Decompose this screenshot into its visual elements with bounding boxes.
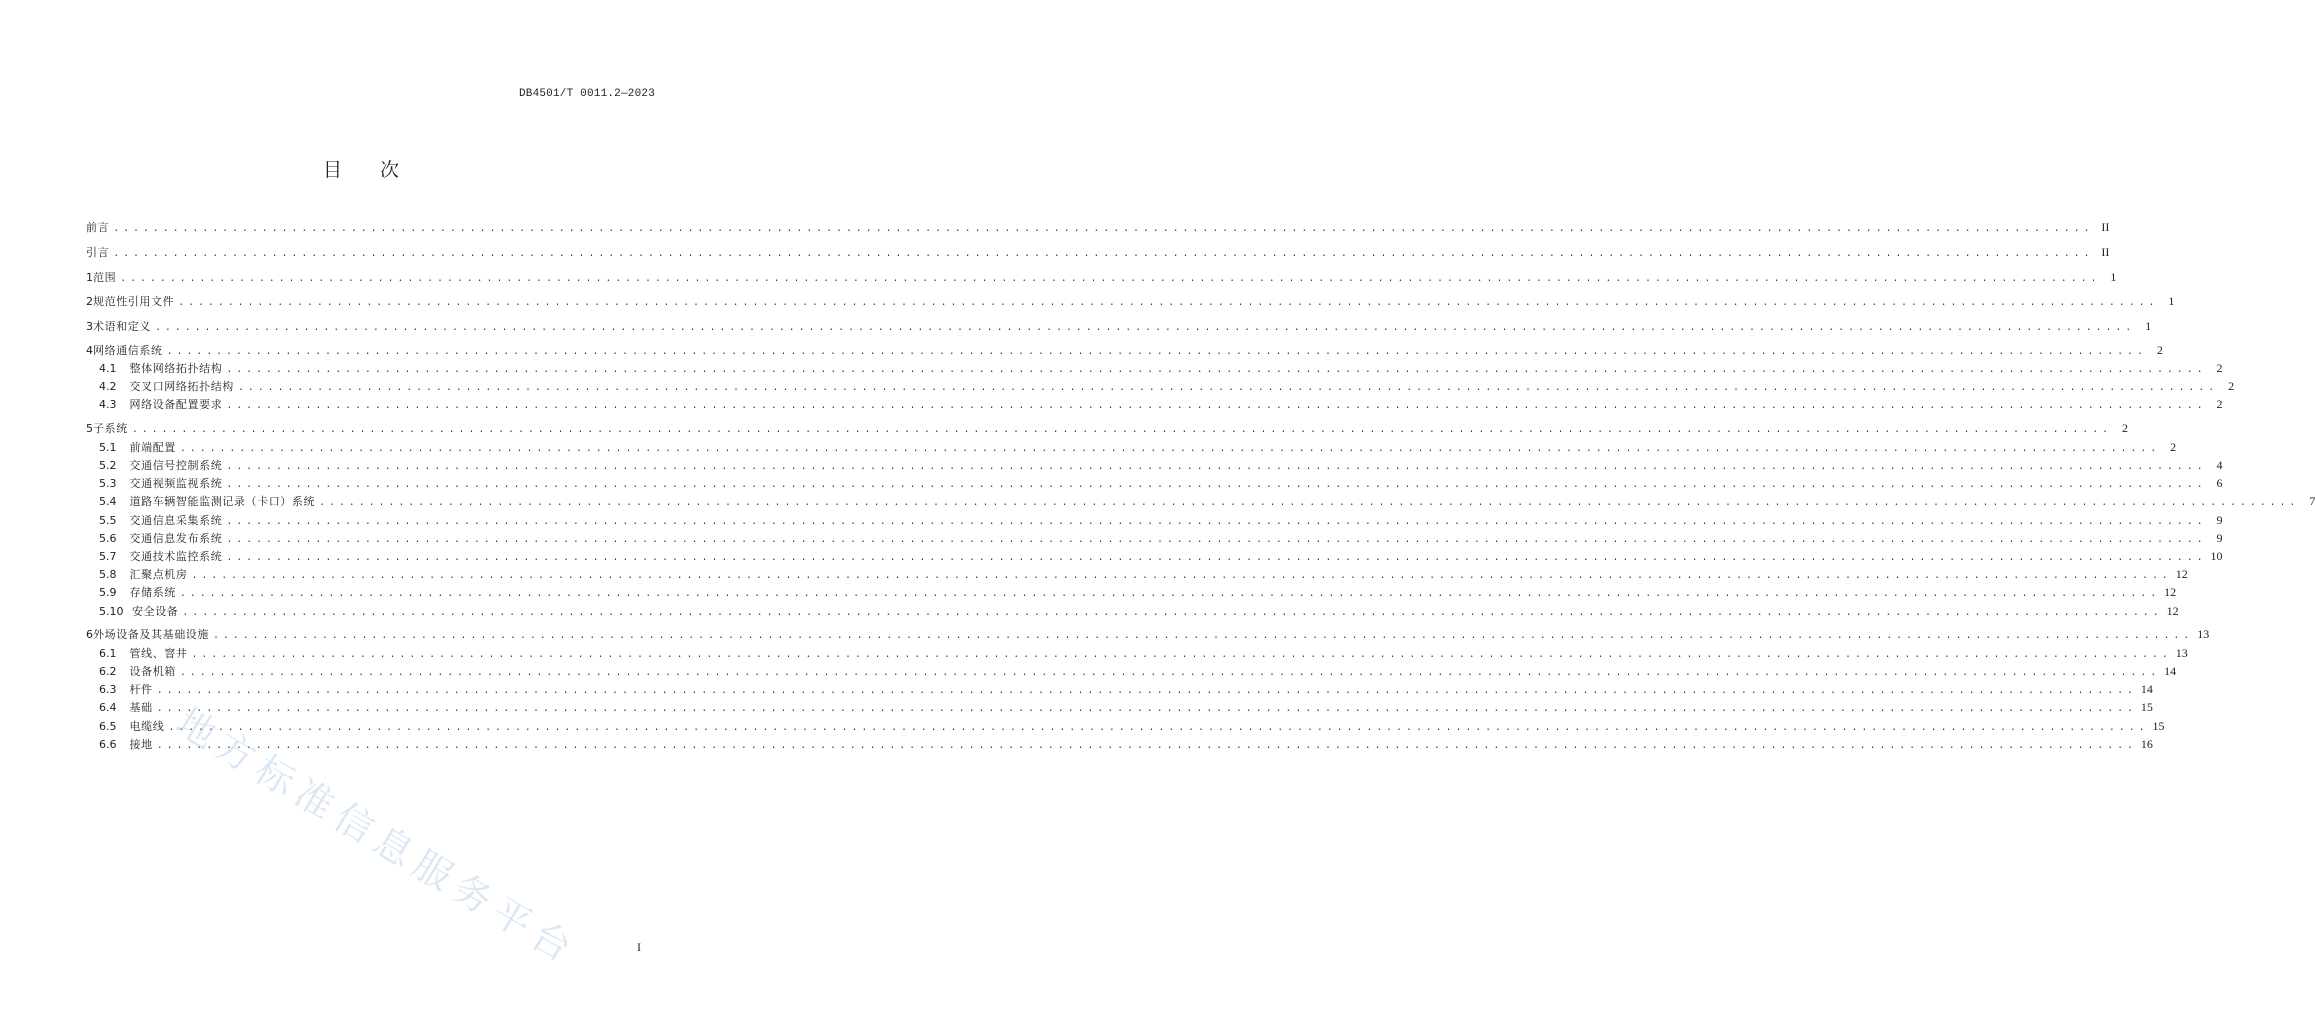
- toc-dot-leader: ........................................................................................................................................................................................................: [166, 347, 2147, 358]
- toc-entry[interactable]: [99, 736, 2153, 752]
- toc-entry[interactable]: [86, 626, 2210, 642]
- toc-entry[interactable]: [99, 530, 2223, 546]
- toc-entry-title: 范围: [93, 271, 117, 284]
- toc-entry-title: 交通视频监视系统: [129, 477, 223, 490]
- toc-entry[interactable]: [99, 603, 2179, 619]
- toc-entry-page: 10: [2210, 549, 2223, 563]
- toc-dot-leader: ........................................................................................................................................................................................................: [237, 383, 2219, 394]
- toc-entry[interactable]: [99, 512, 2223, 528]
- toc-entry-page: 2: [2170, 440, 2177, 454]
- toc-entry-title: 存储系统: [129, 586, 176, 599]
- toc-entry-page: 6: [2216, 476, 2223, 490]
- toc-dot-leader: ........................................................................................................................................................................................................: [226, 462, 2207, 473]
- toc-dot-leader: ........................................................................................................................................................................................................: [213, 631, 2194, 642]
- toc-entry-title: 管线、窨井: [129, 647, 188, 660]
- toc-entry-page: 2: [2216, 361, 2223, 375]
- toc-entry-number: 5.2: [99, 459, 117, 472]
- watermark: 地方标准信息服务平台: [168, 699, 586, 975]
- toc-entry-number: 6.2: [99, 665, 117, 678]
- toc-entry-page: II: [2101, 220, 2110, 234]
- toc-entry-title: 接地: [129, 738, 153, 751]
- toc-entry-number: 4.1: [99, 362, 117, 375]
- toc-entry-title: 汇聚点机房: [129, 568, 188, 581]
- toc-entry-number: 6.3: [99, 683, 117, 696]
- toc-entry-title: 道路车辆智能监测记录（卡口）系统: [129, 495, 316, 508]
- toc-entry-page: 13: [2175, 646, 2188, 660]
- toc-entry-number: 4: [86, 344, 93, 357]
- toc-dot-leader: ........................................................................................................................................................................................................: [226, 517, 2207, 528]
- toc-dot-leader: ........................................................................................................................................................................................................: [179, 589, 2161, 600]
- toc-entry-page: 14: [2140, 682, 2153, 696]
- toc-entry[interactable]: [99, 663, 2177, 679]
- toc-entry-number: 4.2: [99, 380, 117, 393]
- toc-entry[interactable]: [86, 342, 2163, 358]
- toc-entry[interactable]: [99, 360, 2223, 376]
- toc-dot-leader: ........................................................................................................................................................................................................: [226, 553, 2207, 564]
- toc-entry-number: 5.4: [99, 495, 117, 508]
- toc-entry-number: 5.9: [99, 586, 117, 599]
- title-char-left: 目: [322, 159, 344, 181]
- toc-entry[interactable]: [86, 318, 2152, 334]
- toc-entry-number: 3: [86, 320, 93, 333]
- toc-entry-title: 安全设备: [132, 605, 179, 618]
- toc-entry-page: 7: [2309, 494, 2315, 508]
- toc-dot-leader: ........................................................................................................................................................................................................: [182, 608, 2163, 619]
- toc-entry-number: 5.8: [99, 568, 117, 581]
- toc-entry-page: 15: [2152, 719, 2165, 733]
- toc-entry[interactable]: [99, 584, 2177, 600]
- toc-entry-page: 2: [2156, 343, 2163, 357]
- toc-entry-number: 5.5: [99, 514, 117, 527]
- toc-entry-title: 术语和定义: [93, 320, 151, 333]
- toc-dot-leader: ........................................................................................................................................................................................................: [178, 298, 2159, 309]
- toc-entry-number: 5.3: [99, 477, 117, 490]
- page-number: I: [637, 940, 641, 954]
- toc-entry[interactable]: [99, 645, 2188, 661]
- toc-entry-title: 引言: [86, 246, 110, 259]
- toc-entry-page: 1: [2145, 319, 2152, 333]
- toc-entry[interactable]: [99, 548, 2223, 564]
- toc-entry-title: 子系统: [93, 422, 128, 435]
- toc-entry-number: 5.10: [99, 605, 124, 618]
- toc-entry-number: 6.1: [99, 647, 117, 660]
- toc-entry[interactable]: [86, 293, 2175, 309]
- title-char-right: 次: [380, 159, 402, 181]
- toc-entry-page: 1: [2110, 270, 2117, 284]
- toc-entry-number: 6: [86, 628, 93, 641]
- toc-dot-leader: ........................................................................................................................................................................................................: [226, 535, 2207, 546]
- document-code: DB4501/T 0011.2—2023: [518, 88, 655, 100]
- toc-entry-number: 2: [86, 295, 93, 308]
- toc-entry[interactable]: [99, 699, 2153, 715]
- toc-entry-page: 16: [2140, 737, 2153, 751]
- toc-entry-page: 12: [2166, 604, 2179, 618]
- toc-entry-page: II: [2101, 245, 2110, 259]
- toc-dot-leader: ........................................................................................................................................................................................................: [168, 723, 2149, 734]
- toc-entry-title: 交通技术监控系统: [129, 550, 223, 563]
- toc-entry-title: 电缆线: [129, 720, 165, 733]
- toc-entry-page: 4: [2216, 458, 2223, 472]
- toc-dot-leader: ........................................................................................................................................................................................................: [226, 401, 2207, 412]
- toc-entry-title: 规范性引用文件: [93, 295, 175, 308]
- toc-entry-page: 9: [2216, 513, 2223, 527]
- toc-entry-title: 交通信号控制系统: [129, 459, 223, 472]
- toc-entry-page: 2: [2228, 379, 2235, 393]
- toc-dot-leader: ........................................................................................................................................................................................................: [156, 704, 2137, 715]
- toc-entry-number: 5.7: [99, 550, 117, 563]
- toc-entry-page: 12: [2175, 567, 2188, 581]
- toc-dot-leader: ........................................................................................................................................................................................................: [226, 365, 2207, 376]
- toc-entry-page: 15: [2140, 700, 2153, 714]
- toc-entry-page: 1: [2168, 294, 2175, 308]
- toc-entry-title: 基础: [129, 701, 153, 714]
- toc-entry[interactable]: [99, 566, 2188, 582]
- toc-entry[interactable]: [99, 396, 2223, 412]
- toc-dot-leader: ........................................................................................................................................................................................................: [155, 323, 2136, 334]
- page-title: [0, 155, 724, 182]
- toc-entry-title: 交叉口网络拓扑结构: [129, 380, 234, 393]
- toc-entry-title: 设备机箱: [129, 665, 176, 678]
- toc-entry-title: 网络设备配置要求: [129, 398, 223, 411]
- toc-entry-title: 杆件: [129, 683, 153, 696]
- toc-dot-leader: ........................................................................................................................................................................................................: [120, 274, 2101, 285]
- toc-entry[interactable]: [99, 681, 2153, 697]
- toc-entry-number: 5.6: [99, 532, 117, 545]
- toc-dot-leader: ........................................................................................................................................................................................................: [191, 650, 2172, 661]
- toc-entry[interactable]: [99, 378, 2235, 394]
- toc-entry-page: 9: [2216, 531, 2223, 545]
- toc-dot-leader: ........................................................................................................................................................................................................: [179, 668, 2161, 679]
- toc-dot-leader: ........................................................................................................................................................................................................: [113, 249, 2094, 260]
- toc-entry-title: 交通信息采集系统: [129, 514, 223, 527]
- toc-entry-page: 14: [2164, 664, 2177, 678]
- toc-dot-leader: ........................................................................................................................................................................................................: [113, 224, 2094, 235]
- toc-dot-leader: ........................................................................................................................................................................................................: [191, 571, 2172, 582]
- toc-entry[interactable]: [86, 420, 2129, 436]
- toc-entry-number: 4.3: [99, 398, 117, 411]
- toc-dot-leader: ........................................................................................................................................................................................................: [226, 480, 2207, 491]
- toc-entry-number: 6.4: [99, 701, 117, 714]
- toc-dot-leader: ........................................................................................................................................................................................................: [156, 686, 2137, 697]
- toc-entry[interactable]: [86, 219, 2110, 235]
- toc-entry-page: 13: [2197, 627, 2210, 641]
- toc-entry-page: 2: [2216, 397, 2223, 411]
- toc-entry-page: 2: [2122, 421, 2129, 435]
- toc-entry-page: 12: [2164, 585, 2177, 599]
- toc-entry[interactable]: [86, 244, 2110, 260]
- toc-dot-leader: ........................................................................................................................................................................................................: [131, 425, 2113, 436]
- toc-entry-number: 6.6: [99, 738, 117, 751]
- toc-entry[interactable]: [99, 439, 2177, 455]
- toc-entry-title: 外场设备及其基础设施: [93, 628, 209, 641]
- toc-entry-title: 前端配置: [129, 441, 176, 454]
- toc-entry[interactable]: [99, 718, 2165, 734]
- toc-entry-number: 6.5: [99, 720, 117, 733]
- toc-dot-leader: ........................................................................................................................................................................................................: [179, 444, 2161, 455]
- toc-dot-leader: ........................................................................................................................................................................................................: [319, 498, 2300, 509]
- toc-entry-number: 5.1: [99, 441, 117, 454]
- toc-entry-title: 整体网络拓扑结构: [129, 362, 223, 375]
- toc-entry[interactable]: [99, 457, 2223, 473]
- toc-entry-number: 1: [86, 271, 93, 284]
- toc-entry-title: 前言: [86, 221, 110, 234]
- toc-entry[interactable]: [99, 475, 2223, 491]
- toc-entry-title: 交通信息发布系统: [129, 532, 223, 545]
- toc-dot-leader: ........................................................................................................................................................................................................: [156, 741, 2137, 752]
- toc-entry-title: 网络通信系统: [93, 344, 163, 357]
- toc-entry-number: 5: [86, 422, 93, 435]
- toc-entry[interactable]: [86, 269, 2117, 285]
- toc-entry[interactable]: [99, 493, 2315, 509]
